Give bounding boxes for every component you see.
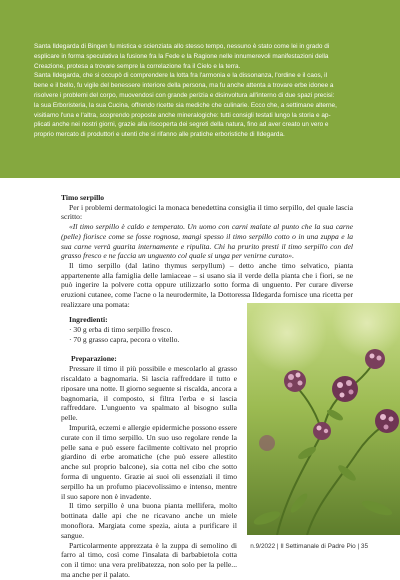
ingredient-item: · 30 g erba di timo serpillo fresco. — [69, 324, 173, 334]
intro-line: bene e il bello, fu vigile del benessere interiore della persona, ma fu anche attenta a trovare erbe idonee a — [34, 82, 334, 90]
intro-text — [34, 42, 380, 140]
thyme-flower-illustration — [247, 303, 400, 535]
intro-line: Santa Ildegarda di Bingen fu mistica e scienziata allo stesso tempo, nessuno è stato come lei in grado di — [34, 43, 330, 50]
ingredient-item: · 70 g grasso capra, pecora o vitello. — [69, 334, 180, 344]
intro-line: esplicare in forma speculativa la fusione fra la Fede e la Ragione nelle innumerevoli manifestazioni della — [34, 52, 329, 60]
recipe-column — [61, 315, 237, 580]
preparation-paragraph: Pressare il timo il più possibile e mescolarlo al grasso riscaldato a bagnomaria. Si lascia raffreddare il tutto e riposare una notte. Il giorno seguente si riscalda, ancora a bagnomaria, il composto, si filtra l'erba e si lascia raffreddare. L'unguento va spalmato al bisogno sulla pelle. — [61, 364, 237, 423]
intro-banner — [0, 0, 400, 178]
ingredients-list — [69, 325, 237, 345]
article-title: Timo serpillo — [61, 193, 105, 202]
intro-line: risolvere i problemi del corpo, muovendosi con grande perizia e disinvoltura all'interno di due spazi precisi: — [34, 91, 335, 99]
page-footer: n.9/2022 | Il Settimanale di Padre Pio | 35 — [250, 543, 368, 550]
intro-line: Santa Ildegarda, che si occupò di comprendere la lotta fra l'armonia e la dissonanza, l'ordine e il caos, il — [34, 72, 328, 80]
article-quote: «Il timo serpillo è caldo e temperato. Un uomo con carni malate al punto che la sua carne (pelle) fiorisce come se fosse rognosa, mangi spesso il timo serpillo cotto o in una zuppa e la sua carne verrà guarita internamente e ripulita. Chi ha prurito presti il timo serpillo con del grasso fresco e ne faccia un unguento col quale si unga per venirne curato». — [61, 222, 353, 261]
article-body — [61, 193, 353, 309]
ingredients-title: Ingredienti: — [69, 315, 108, 324]
article-paragraph: Il timo serpillo (dal latino thymus serpyllum) – detto anche timo selvatico, pianta appartenente alla famiglia delle lamiaceae – si usano sia il verde della pianta che i fiori, se ne può ingerire la polvere cotta oppure utilizzarlo sotto forma di unguento. Per curare diverse eruzioni cutanee, come l'acne o la neurodermite, la Dottoressa Ildegarda fornisce una ricetta per realizzare una pomata: — [61, 260, 353, 309]
preparation-paragraph: Particolarmente apprezzata è la zuppa di semolino di farro al timo, così come l'insalata di barbabietola cotta con il timo: una vera prelibatezza, non solo per la pelle... ma anche per il palato. — [61, 540, 237, 579]
thyme-flower-photo — [247, 303, 400, 535]
preparation-paragraph: Il timo serpillo è una buona pianta mellifera, molto bottinata dalle api che ne ricavano anche un miele monoflora. Margiata come spezia, aiuta a purificare il sangue. — [61, 501, 237, 540]
intro-line: Creazione, protesa a trovare sempre la correlazione fra il Cielo e la terra. — [34, 62, 241, 70]
intro-line: proprio mercato di produttori e utenti che si rifanno alle pratiche erboristiche di Ildegarda. — [34, 131, 285, 139]
preparation-title: Preparazione: — [71, 354, 117, 364]
article-paragraph: Per i problemi dermatologici la monaca benedettina consiglia il timo serpillo, del quale lascia scritto: — [61, 202, 353, 222]
intro-line: visitiamo l'una e l'altra, scoprendo proposte anche mineralogiche: tutti consigli testati lungo la storia e ap- — [34, 111, 331, 119]
intro-line: la sua Erboristeria, la sua Cucina, offrendo ricette sia mediche che culinarie. Ecco che, a settimane alterne, — [34, 101, 337, 109]
intro-line: plicati anche nei nostri giorni, grazie alla riscoperta dei segreti della natura, fino ad aver creato un vero e — [34, 121, 329, 129]
preparation-paragraph: Impurità, eczemi e allergie epidermiche possono essere curate con il timo serpillo. Un suo uso regolare rende la pelle sana e può essere facilmente coltivato nel proprio giardino di erbe aromatiche (che può essere allestito anche sul proprio balcone), sia cotta nel cibo che sotto forma di unguento. Grazie ai suoi oli essenziali il timo serpillo ha un profumo piacevolissimo e intenso, mentre il suo sapore non è invadente. — [61, 422, 237, 501]
